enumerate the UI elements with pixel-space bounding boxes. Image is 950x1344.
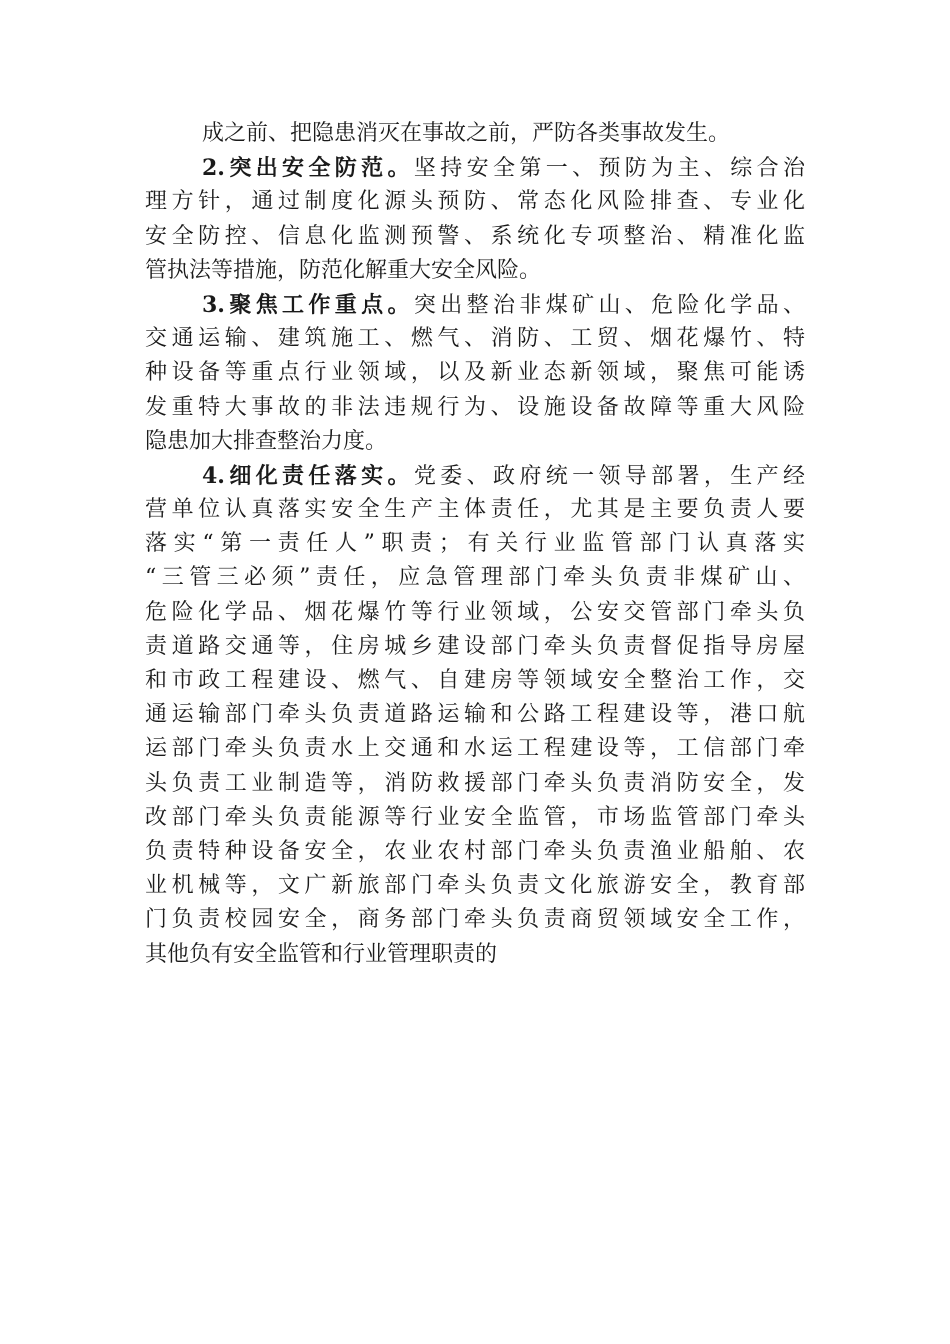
line-text: 交通运输、建筑施工、燃气、消防、工贸、烟花爆竹、特 [145,326,805,352]
line-text: 改部门牵头负责能源等行业安全监管，市场监管部门牵头 [145,804,805,830]
text-line [145,801,805,835]
document-body [145,117,805,972]
line-text: 头负责工业制造等，消防救援部门牵头负责消防安全，发 [145,770,805,796]
line-text: 坚持安全第一、预防为主、综合治 [413,156,805,182]
text-line [145,903,805,937]
text-line [145,185,805,219]
line-text: 成之前、把隐患消灭在事故之前，严防各类事故发生。 [202,121,731,146]
text-line [145,938,805,972]
text-line [145,288,805,322]
line-text: 营单位认真落实安全生产主体责任，尤其是主要负责人要 [145,497,805,523]
text-line [145,459,805,493]
text-line [145,356,805,390]
line-text: 和市政工程建设、燃气、自建房等领域安全整治工作，交 [145,668,805,693]
text-line [145,869,805,903]
text-line [145,664,805,698]
line-text: 发重特大事故的非法违规行为、设施设备故障等重大风险 [145,394,805,420]
text-line [145,767,805,801]
section-heading: 2.突出安全防范。 [202,155,414,182]
line-text: 隐患加大排查整治力度。 [145,428,388,454]
text-line [145,322,805,356]
line-text: 门负责校园安全，商务部门牵头负责商贸领域安全工作， [145,907,805,933]
line-text: 责道路交通等，住房城乡建设部门牵头负责督促指导房屋 [145,633,805,659]
line-text: 运部门牵头负责水上交通和水运工程建设等，工信部门牵 [145,736,805,762]
text-line [145,151,805,185]
text-line [145,698,805,732]
line-text: 突出整治非煤矿山、危险化学品、 [413,292,805,318]
text-line [145,596,805,630]
text-line [145,835,805,869]
text-line [145,493,805,527]
text-line [145,220,805,254]
line-text: 其他负有安全监管和行业管理职责的 [145,941,498,967]
line-text: 管执法等措施，防范化解重大安全风险。 [145,257,542,283]
section-heading: 4.细化责任落实。 [202,462,414,489]
text-line [145,630,805,664]
text-line [145,254,805,288]
section-heading: 3.聚焦工作重点。 [202,291,414,318]
line-text: 理方针，通过制度化源头预防、常态化风险排查、专业化 [145,189,805,215]
line-text: 种设备等重点行业领域，以及新业态新领域，聚焦可能诱 [145,360,805,386]
text-line [145,391,805,425]
line-text: “三管三必须”责任，应急管理部门牵头负责非煤矿山、 [145,565,805,591]
text-line [145,527,805,561]
text-line [145,561,805,595]
line-text: 落实“第一责任人”职责；有关行业监管部门认真落实 [145,531,805,557]
text-line [145,732,805,766]
line-text: 危险化学品、烟花爆竹等行业领域，公安交管部门牵头负 [145,599,805,625]
line-text: 通运输部门牵头负责道路运输和公路工程建设等，港口航 [145,702,805,728]
line-text: 负责特种设备安全，农业农村部门牵头负责渔业船舶、农 [145,838,805,864]
text-line [145,425,805,459]
line-text: 安全防控、信息化监测预警、系统化专项整治、精准化监 [145,223,805,249]
line-text: 业机械等，文广新旅部门牵头负责文化旅游安全，教育部 [145,873,805,899]
line-text: 党委、政府统一领导部署，生产经 [413,463,805,489]
text-line [145,117,805,151]
